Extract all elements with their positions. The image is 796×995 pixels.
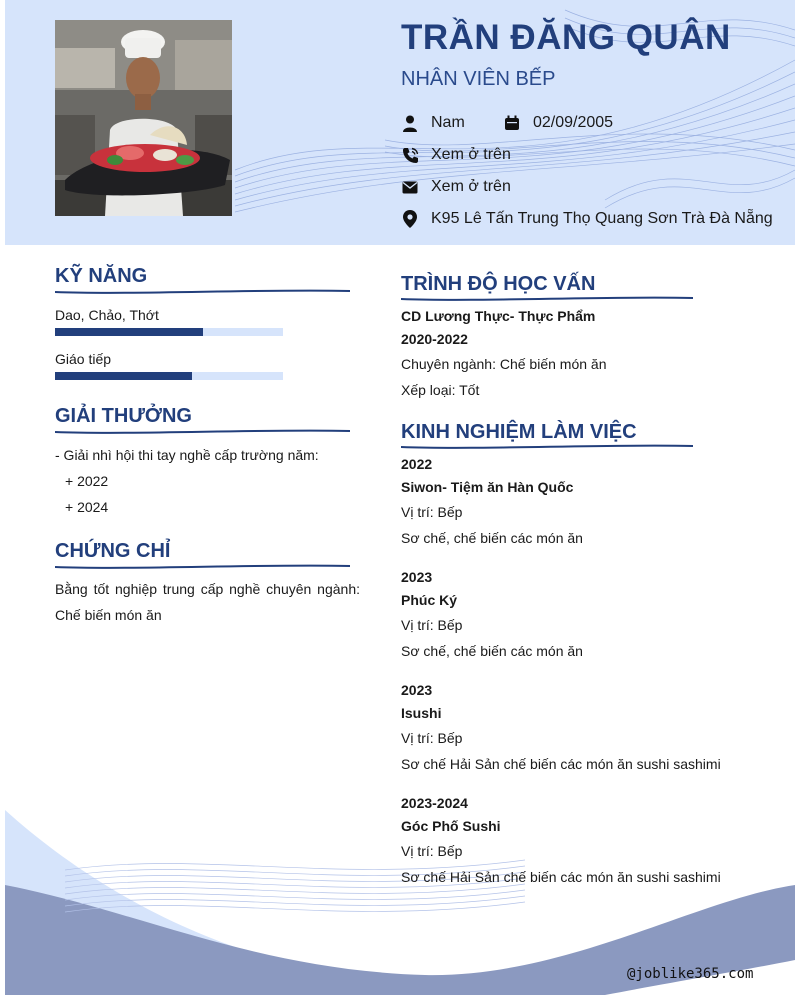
map-pin-icon bbox=[401, 210, 419, 228]
candidate-name: TRẦN ĐĂNG QUÂN bbox=[401, 18, 731, 57]
resume-page bbox=[5, 0, 795, 995]
certificate-text: Bằng tốt nghiệp trung cấp nghề chuyên ngành: Chế biến món ăn bbox=[55, 581, 360, 623]
footer-wave-decoration bbox=[5, 790, 795, 995]
job-desc-3: Sơ chế Hải Sản chế biến các món ăn sushi sashimi bbox=[401, 756, 721, 772]
awards-title: GIẢI THƯỞNG bbox=[55, 405, 192, 427]
user-icon bbox=[401, 114, 419, 132]
education-period: 2020-2022 bbox=[401, 331, 468, 347]
award-line-3: + 2024 bbox=[65, 499, 109, 515]
gender-value: Nam bbox=[431, 114, 465, 131]
job-desc-2: Sơ chế, chế biến các món ăn bbox=[401, 643, 583, 659]
phone-row bbox=[401, 144, 511, 166]
job-position-1: Vị trí: Bếp bbox=[401, 504, 463, 520]
skill-label-2: Giáo tiếp bbox=[55, 351, 112, 367]
skill-label-1: Dao, Chảo, Thớt bbox=[55, 307, 159, 323]
certificates-underline bbox=[55, 564, 350, 570]
profile-photo bbox=[55, 20, 232, 216]
education-title: TRÌNH ĐỘ HỌC VẤN bbox=[401, 273, 596, 295]
job-company-3: Isushi bbox=[401, 705, 442, 721]
address-row bbox=[401, 208, 773, 230]
gender-row bbox=[401, 112, 465, 134]
award-line-2: + 2022 bbox=[65, 473, 109, 489]
email-row bbox=[401, 176, 511, 198]
skills-title: KỸ NĂNG bbox=[55, 265, 148, 287]
header-band bbox=[5, 0, 795, 245]
certificates-title: CHỨNG CHỈ bbox=[55, 540, 171, 562]
envelope-icon bbox=[401, 178, 419, 196]
job-position-3: Vị trí: Bếp bbox=[401, 730, 463, 746]
education-school: CD Lương Thực- Thực Phẩm bbox=[401, 308, 596, 324]
skills-underline bbox=[55, 289, 350, 295]
job-year-1: 2022 bbox=[401, 456, 433, 472]
calendar-icon bbox=[503, 114, 521, 132]
job-year-2: 2023 bbox=[401, 569, 433, 585]
skill-bar-2 bbox=[55, 372, 283, 380]
dob-value: 02/09/2005 bbox=[533, 114, 614, 131]
job-year-4: 2023-2024 bbox=[401, 795, 468, 811]
award-line-1: - Giải nhì hội thi tay nghề cấp trường năm: bbox=[55, 447, 319, 463]
education-major: Chuyên ngành: Chế biến món ăn bbox=[401, 356, 607, 372]
job-company-4: Góc Phố Sushi bbox=[401, 818, 501, 834]
skill-bar-fill-1 bbox=[55, 328, 203, 336]
experience-title: KINH NGHIỆM LÀM VIỆC bbox=[401, 421, 637, 443]
job-title: NHÂN VIÊN BẾP bbox=[401, 68, 556, 90]
job-company-1: Siwon- Tiệm ăn Hàn Quốc bbox=[401, 479, 574, 495]
phone-icon bbox=[401, 146, 419, 164]
job-desc-1: Sơ chế, chế biến các món ăn bbox=[401, 530, 583, 546]
job-position-4: Vị trí: Bếp bbox=[401, 843, 463, 859]
job-desc-4: Sơ chế Hải Sản chế biến các món ăn sushi sashimi bbox=[401, 869, 721, 885]
email-value: Xem ở trên bbox=[431, 178, 511, 195]
job-company-2: Phúc Ký bbox=[401, 592, 458, 608]
phone-value: Xem ở trên bbox=[431, 146, 511, 163]
education-underline bbox=[401, 296, 693, 302]
watermark-text: @joblike365.com bbox=[627, 966, 754, 982]
job-year-3: 2023 bbox=[401, 682, 433, 698]
skill-bar-fill-2 bbox=[55, 372, 192, 380]
dob-row bbox=[503, 112, 613, 134]
job-position-2: Vị trí: Bếp bbox=[401, 617, 463, 633]
experience-underline bbox=[401, 444, 693, 450]
address-value: K95 Lê Tấn Trung Thọ Quang Sơn Trà Đà Nẵng bbox=[431, 210, 773, 227]
education-grade: Xếp loại: Tốt bbox=[401, 382, 480, 398]
awards-underline bbox=[55, 429, 350, 435]
skill-bar-1 bbox=[55, 328, 283, 336]
